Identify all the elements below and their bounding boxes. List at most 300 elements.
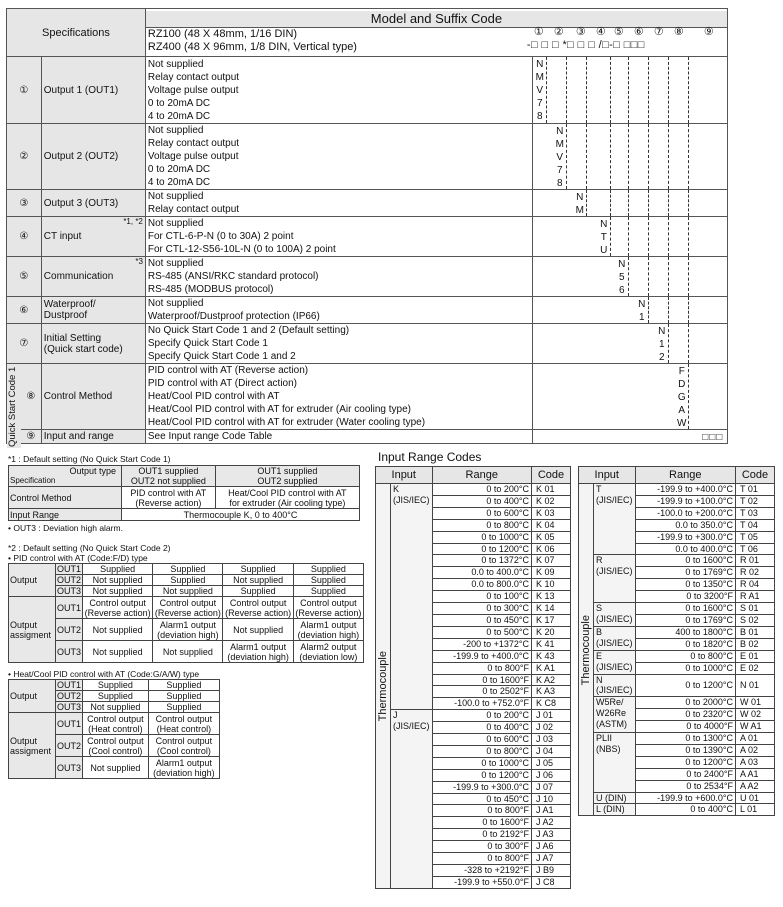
code-guide-line <box>648 257 649 296</box>
row-number: ① <box>7 57 42 124</box>
range-code: K 41 <box>532 638 571 650</box>
row-options <box>145 257 532 297</box>
code-value: 5 <box>618 272 625 283</box>
row-codes <box>532 364 727 430</box>
range-code: K 14 <box>532 603 571 615</box>
code-guide-line <box>688 217 689 256</box>
note1-title: *1 : Default setting (No Quick Start Code 1) <box>8 454 171 464</box>
row-label-text: Output 1 (OUT1) <box>43 84 119 96</box>
range-value: 0 to 800°F <box>432 853 531 865</box>
row-number: ⑤ <box>7 257 42 297</box>
range-value: 0 to 200°C <box>432 710 531 722</box>
note-cell: Control output (Reverse action) <box>153 597 223 619</box>
range-code: K A1 <box>532 662 571 674</box>
thermocouple-cell <box>376 484 391 889</box>
option-text: Waterproof/Dustproof protection (IP66) <box>147 311 320 322</box>
code-guide-line <box>628 217 629 256</box>
option-text: Heat/Cool PID control with AT for extruder (Water cooling type) <box>147 417 426 428</box>
range-code: J C8 <box>532 876 571 888</box>
code-guide-line <box>668 190 669 216</box>
range-value: 0 to 2534°F <box>635 780 735 792</box>
range-value: 0 to 1000°C <box>635 662 735 674</box>
range-code: J A1 <box>532 805 571 817</box>
range-value: 0 to 600°C <box>432 507 531 519</box>
row-number: ⑦ <box>7 324 42 364</box>
range-code: J 10 <box>532 793 571 805</box>
range-value: -199.9 to +300.0°C <box>635 531 735 543</box>
code-guide-line <box>628 124 629 189</box>
row-options <box>145 217 532 257</box>
code-value: M <box>535 72 544 83</box>
range-code: K C8 <box>532 698 571 710</box>
range-value: 0 to 1390°C <box>635 744 735 756</box>
range-header: Range <box>432 467 531 484</box>
range-code: K A3 <box>532 686 571 698</box>
row-label <box>41 190 145 217</box>
input-type: K (JIS/IEC) <box>391 484 433 710</box>
range-code: E 01 <box>736 650 775 662</box>
row-number: ④ <box>7 217 42 257</box>
option-text: Not supplied <box>147 191 204 202</box>
row-options <box>145 297 532 324</box>
note-cell: Alarm1 output (deviation high) <box>153 619 223 641</box>
range-code: S 02 <box>736 614 775 626</box>
note-cell: Supplied <box>153 564 223 575</box>
note1-row-label: Control Method <box>9 487 122 509</box>
range-value: 0 to 300°F <box>432 841 531 853</box>
option-text: 0 to 20mA DC <box>147 97 211 109</box>
range-code: J A6 <box>532 841 571 853</box>
note1-col1: OUT1 supplied OUT2 not supplied <box>122 466 216 487</box>
note1-col2: OUT1 supplied OUT2 supplied <box>215 466 359 487</box>
code-guide-line <box>688 57 689 123</box>
row-number: ⑥ <box>7 297 42 324</box>
row-options <box>145 430 532 444</box>
range-code: R 02 <box>736 567 775 579</box>
code-value: 7 <box>556 165 563 176</box>
code-guide-line <box>566 124 567 189</box>
range-value: 0 to 1350°C <box>635 579 735 591</box>
input-type: R (JIS/IEC) <box>594 555 636 603</box>
range-code: K 17 <box>532 614 571 626</box>
range-value: 0 to 100°C <box>432 591 531 603</box>
note-cell: Control output (Reverse action) <box>293 597 363 619</box>
code-guide-line <box>668 217 669 256</box>
option-text: For CTL-12-S56-10L-N (0 to 100A) 2 point <box>147 244 336 255</box>
row-options <box>145 190 532 217</box>
note1-cell: Thermocouple K, 0 to 400°C <box>122 509 360 521</box>
code-value: N <box>556 126 564 137</box>
row-label-text: Output 2 (OUT2) <box>43 151 119 162</box>
note1-table <box>8 465 360 521</box>
range-row <box>579 555 775 567</box>
range-header: Input <box>579 467 636 484</box>
code-value: N <box>618 259 626 270</box>
row-options <box>145 324 532 364</box>
out-label: OUT1 <box>57 680 82 690</box>
range-code: J 05 <box>532 757 571 769</box>
range-value: 0 to 200°C <box>432 484 531 496</box>
row-label-text: Waterproof/ Dustproof <box>43 299 96 321</box>
range-table-1 <box>375 466 571 889</box>
row-number: ⑧ <box>7 364 42 430</box>
spec-row <box>7 430 728 444</box>
range-value: 400 to 1800°C <box>635 626 735 638</box>
code-guide-line <box>648 297 649 323</box>
note2-sub2: • Heat/Cool PID control with AT (Code:G/A/W) type <box>8 669 200 679</box>
note-cell: Supplied <box>293 575 363 586</box>
code-guide-line <box>668 297 669 323</box>
range-value: 0 to 1600°C <box>635 603 735 615</box>
note-row <box>9 713 220 735</box>
code-guide-line <box>628 257 629 296</box>
note-cell: Supplied <box>223 586 293 597</box>
spec-row <box>7 124 728 190</box>
note-cell: Supplied <box>153 575 223 586</box>
code-value: U <box>600 245 608 256</box>
range-value: -199.9 to +400.0°C <box>432 650 531 662</box>
out-label: OUT3 <box>57 702 82 712</box>
range-row <box>579 484 775 496</box>
code-value: 2 <box>658 352 665 363</box>
option-text: Not supplied <box>147 218 204 229</box>
option-text: Not supplied <box>147 58 204 70</box>
option-text: PID control with AT (Direct action) <box>147 378 298 389</box>
option-text: Specify Quick Start Code 1 <box>147 338 268 349</box>
note-cell: Alarm2 output (deviation low) <box>293 641 363 663</box>
row-label-text: Initial Setting (Quick start code) <box>43 332 123 355</box>
option-text: PID control with AT (Reverse action) <box>147 365 309 376</box>
row-options <box>145 364 532 430</box>
model-suffix-title: Model and Suffix Code <box>146 11 727 28</box>
range-code: B 01 <box>736 626 775 638</box>
note-cell: Not supplied <box>153 641 223 663</box>
option-text: Relay contact output <box>147 204 240 215</box>
range-value: 0 to 1769°C <box>635 567 735 579</box>
note-cell: Supplied <box>148 680 219 691</box>
range-value: -199.9 to +600.0°C <box>635 792 735 804</box>
range-code: T 06 <box>736 543 775 555</box>
range-code: J A7 <box>532 853 571 865</box>
range-code: A 01 <box>736 733 775 745</box>
row-codes <box>532 324 727 364</box>
range-code: B 02 <box>736 638 775 650</box>
code-value: 8 <box>536 111 543 122</box>
note-cell: Supplied <box>293 586 363 597</box>
code-guide-line <box>668 124 669 189</box>
range-code: K 04 <box>532 519 571 531</box>
out-label: OUT1 <box>56 713 83 735</box>
input-type: T (JIS/IEC) <box>594 484 636 555</box>
range-code: K 05 <box>532 531 571 543</box>
range-code: S 01 <box>736 603 775 615</box>
code-guide-line <box>628 57 629 123</box>
note1-corner <box>9 466 122 487</box>
corner-bottom: Specification <box>10 476 56 485</box>
range-value: 0 to 800°C <box>432 519 531 531</box>
range-code: K 20 <box>532 626 571 638</box>
range-row <box>579 792 775 804</box>
code-value: □□□ <box>702 432 724 443</box>
range-value: 0 to 1000°C <box>432 757 531 769</box>
range-value: 0 to 1372°C <box>432 555 531 567</box>
range-code: J 07 <box>532 781 571 793</box>
model-rz100: RZ100 (48 X 48mm, 1/16 DIN) <box>147 28 298 40</box>
code-guide-line <box>688 124 689 189</box>
code-guide-line <box>610 124 611 189</box>
range-code: R 04 <box>736 579 775 591</box>
range-value: -199.9 to +550.0°F <box>432 876 531 888</box>
input-type: B (JIS/IEC) <box>594 626 636 650</box>
code-guide-line <box>648 124 649 189</box>
row-label <box>41 430 145 444</box>
footnote-ref: *3 <box>135 257 143 266</box>
range-row <box>579 674 775 697</box>
code-value: 1 <box>658 339 665 350</box>
range-value: 0 to 800°F <box>432 662 531 674</box>
input-type: PLII (NBS) <box>594 733 636 793</box>
note-cell: Supplied <box>293 564 363 575</box>
range-value: 0 to 800°C <box>432 745 531 757</box>
note-cell: Supplied <box>83 564 153 575</box>
code-value: V <box>556 152 564 163</box>
code-value: V <box>536 85 544 96</box>
range-value: 0 to 800°C <box>635 650 735 662</box>
range-value: 0 to 1600°F <box>432 817 531 829</box>
input-type: E (JIS/IEC) <box>594 650 636 674</box>
input-type: N (JIS/IEC) <box>594 674 636 697</box>
code-number-5: ⑤ <box>613 26 624 38</box>
code-number-1: ① <box>533 26 544 38</box>
note-cell: Supplied <box>148 691 219 702</box>
code-number-6: ⑥ <box>633 26 644 38</box>
note1-footnote: • OUT3 : Deviation high alarm. <box>8 523 123 533</box>
code-value: N <box>658 326 666 337</box>
code-value: D <box>678 379 686 390</box>
code-guide-line <box>688 297 689 323</box>
quick-start-label: Quick Start Code 1 <box>7 366 21 448</box>
range-code: R 01 <box>736 555 775 567</box>
range-value: 0 to 1200°C <box>432 769 531 781</box>
note-cell: Supplied <box>83 691 149 702</box>
row-number: ② <box>7 124 42 190</box>
range-value: 0 to 3200°F <box>635 591 735 603</box>
range-code: W 01 <box>736 697 775 709</box>
note-cell: Supplied <box>148 702 219 713</box>
code-guide-line <box>648 57 649 123</box>
option-text: 4 to 20mA DC <box>147 110 211 122</box>
code-guide-line <box>648 217 649 256</box>
note1-cell: Heat/Cool PID control with AT for extruder (Air cooling type) <box>215 487 359 509</box>
note1-row-label: Input Range <box>9 509 122 521</box>
note2-sub1: • PID control with AT (Code:F/D) type <box>8 553 148 563</box>
range-value: 0 to 1600°C <box>635 555 735 567</box>
code-guide-line <box>688 364 689 429</box>
code-guide-line <box>610 217 611 256</box>
input-type: L (DIN) <box>594 804 636 816</box>
code-guide-line <box>688 257 689 296</box>
range-value: 0 to 400°C <box>432 495 531 507</box>
note-row <box>9 564 364 575</box>
code-guide-line <box>648 190 649 216</box>
code-value: N <box>638 299 646 310</box>
option-text: Heat/Cool PID control with AT for extruder (Air cooling type) <box>147 404 411 415</box>
range-title: Input Range Codes <box>378 450 482 464</box>
range-value: 0 to 1200°C <box>635 674 735 697</box>
pid-table <box>8 563 364 663</box>
range-value: 0 to 1300°C <box>635 733 735 745</box>
option-text: Heat/Cool PID control with AT <box>147 391 280 402</box>
out-label: OUT3 <box>57 586 82 596</box>
note-row <box>9 619 364 641</box>
row-label <box>41 324 145 364</box>
range-code: A A1 <box>736 768 775 780</box>
spec-row <box>7 364 728 430</box>
row-label <box>41 124 145 190</box>
note-cell: Control output (Reverse action) <box>83 597 153 619</box>
row-options <box>145 124 532 190</box>
thermocouple-cell <box>579 484 594 816</box>
range-value: -199.9 to +100.0°C <box>635 495 735 507</box>
range-code: J A2 <box>532 817 571 829</box>
range-code: K 01 <box>532 484 571 496</box>
spec-row <box>7 190 728 217</box>
row-label <box>41 217 145 257</box>
note-cell: Alarm1 output (deviation high) <box>223 641 293 663</box>
code-value: 6 <box>618 285 625 296</box>
range-code: J 03 <box>532 734 571 746</box>
code-number-8: ⑧ <box>673 26 684 38</box>
note-cell: Not supplied <box>83 641 153 663</box>
code-guide-line <box>610 190 611 216</box>
code-guide-line <box>628 190 629 216</box>
note1-cell: PID control with AT (Reverse action) <box>122 487 216 509</box>
code-guide-line <box>668 57 669 123</box>
option-text: Relay contact output <box>147 71 240 83</box>
range-code: A A2 <box>736 780 775 792</box>
range-header: Input <box>376 467 433 484</box>
code-value: G <box>677 392 686 403</box>
row-codes <box>532 217 727 257</box>
range-value: 0 to 500°C <box>432 626 531 638</box>
range-code: T 02 <box>736 495 775 507</box>
row-label-text: Input and range <box>43 431 114 442</box>
code-value: 1 <box>638 312 645 323</box>
range-value: 0 to 1000°C <box>432 531 531 543</box>
row-label <box>41 364 145 430</box>
range-value: 0 to 2320°C <box>635 709 735 721</box>
range-value: 0 to 2502°F <box>432 686 531 698</box>
thermocouple-label: Thermocouple <box>376 650 389 722</box>
note-cell: Not supplied <box>223 619 293 641</box>
range-value: -200 to +1372°C <box>432 638 531 650</box>
range-value: 0 to 1200°C <box>635 756 735 768</box>
out-label: OUT2 <box>57 575 82 585</box>
range-code: T 04 <box>736 519 775 531</box>
range-code: K 03 <box>532 507 571 519</box>
code-value: N <box>600 219 608 230</box>
note-cell: Not supplied <box>83 619 153 641</box>
row-codes <box>532 190 727 217</box>
range-code: U 01 <box>736 792 775 804</box>
suffix-code-boxes: -□ □ □ *□ □ □ /□-□ □□□ <box>526 39 645 51</box>
row-label-text: CT input <box>43 231 82 242</box>
range-value: 0 to 450°C <box>432 614 531 626</box>
spec-row <box>7 57 728 124</box>
code-guide-line <box>688 324 689 363</box>
code-value: N <box>536 59 544 70</box>
out-label: OUT3 <box>56 757 83 779</box>
range-value: 0 to 2400°F <box>635 768 735 780</box>
range-code: N 01 <box>736 674 775 697</box>
range-code: E 02 <box>736 662 775 674</box>
range-code: J A3 <box>532 829 571 841</box>
model-suffix-table <box>6 8 728 448</box>
row-codes <box>532 257 727 297</box>
range-code: K 10 <box>532 579 571 591</box>
code-guide-line <box>586 57 587 123</box>
note-cell: Supplied <box>83 680 149 691</box>
option-text: Voltage pulse output <box>147 151 239 162</box>
range-code: K 43 <box>532 650 571 662</box>
range-code: J 01 <box>532 710 571 722</box>
range-value: 0 to 1820°C <box>635 638 735 650</box>
row-label <box>41 257 145 297</box>
range-code: R A1 <box>736 591 775 603</box>
code-value: F <box>678 366 685 377</box>
code-value: M <box>555 139 564 150</box>
range-value: 0 to 600°C <box>432 734 531 746</box>
row-codes <box>532 124 727 190</box>
range-code: J B9 <box>532 865 571 877</box>
range-code: K 09 <box>532 567 571 579</box>
code-value: 7 <box>536 98 543 109</box>
option-text: RS-485 (MODBUS protocol) <box>147 284 274 295</box>
code-number-7: ⑦ <box>653 26 664 38</box>
range-value: 0 to 1769°C <box>635 614 735 626</box>
row-number: ③ <box>7 190 42 217</box>
spec-row <box>7 324 728 364</box>
range-value: 0 to 400°C <box>432 722 531 734</box>
note-cell: Not supplied <box>83 702 149 713</box>
option-text: RS-485 (ANSI/RKC standard protocol) <box>147 271 319 282</box>
note-row <box>9 680 220 691</box>
note-cell: Not supplied <box>83 575 153 586</box>
range-value: -100.0 to +752.0°F <box>432 698 531 710</box>
option-text: Relay contact output <box>147 138 240 149</box>
code-guide-line <box>668 257 669 296</box>
range-row <box>579 804 775 816</box>
spec-row <box>7 257 728 297</box>
code-number-9: ⑨ <box>703 26 714 38</box>
range-value: 0.0 to 350.0°C <box>635 519 735 531</box>
row-codes <box>532 430 727 444</box>
range-header: Range <box>635 467 735 484</box>
range-header-row <box>376 467 571 484</box>
note-cell: Control output (Reverse action) <box>223 597 293 619</box>
range-row <box>579 603 775 615</box>
option-text: See Input range Code Table <box>147 431 273 442</box>
code-value: N <box>576 192 584 203</box>
range-code: A 03 <box>736 756 775 768</box>
code-number-3: ③ <box>575 26 586 38</box>
note-cell: Not supplied <box>83 757 149 779</box>
note-cell: Supplied <box>223 564 293 575</box>
range-row <box>579 650 775 662</box>
out-label: OUT1 <box>57 564 82 574</box>
range-row <box>579 626 775 638</box>
notes-section <box>8 454 368 779</box>
